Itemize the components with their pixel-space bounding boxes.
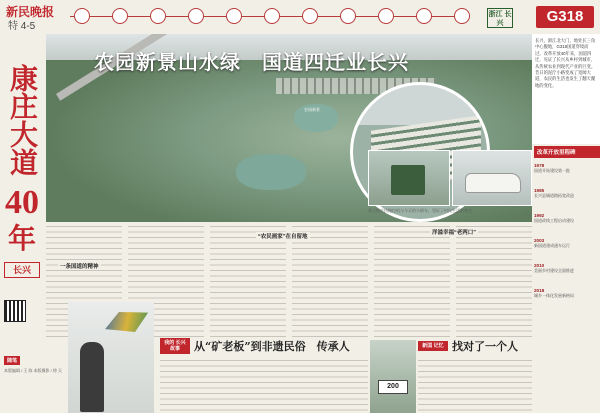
vertical-title-number: 40 <box>5 184 39 221</box>
vertical-title <box>4 64 40 278</box>
sidebar-item-text: 城乡一体化发展新格局 <box>534 293 574 298</box>
newspaper-logo: 新民晚报 <box>6 5 55 19</box>
route-stop-icon <box>188 8 204 24</box>
route-stop-icon <box>226 8 242 24</box>
sidebar-item <box>534 263 600 283</box>
sidebar-item-text: 国道开始建设第一批 <box>534 168 570 173</box>
route-stop-icon <box>264 8 280 24</box>
subhead: “农民画家”在自留地 <box>258 234 308 240</box>
masthead <box>0 0 600 34</box>
sidebar-item <box>534 163 600 183</box>
story-title: 从“矿老板”到非遗民俗 传承人 <box>194 340 350 353</box>
page-headline: 农园新景山水绿 国道四迁业长兴 <box>94 50 409 74</box>
sidebar-item <box>534 188 600 208</box>
sidebar-title: 改革开放里程碑 <box>534 146 600 158</box>
sidebar-item-text: 新国道建成通车运行 <box>534 243 570 248</box>
route-stop-icon <box>416 8 432 24</box>
photo-note: 农园新景 <box>304 107 320 112</box>
subhead: 一条国道的精神 <box>60 264 99 270</box>
tractor-shape <box>391 165 425 195</box>
story-banner <box>160 338 350 354</box>
article-column <box>210 224 286 340</box>
tractor-photo <box>368 150 450 206</box>
sidebar-item <box>534 288 600 308</box>
vertical-title-text: 康庄大道 <box>6 64 39 176</box>
sidebar-item-text: 国道改线工程启动建设 <box>534 218 574 223</box>
credits-text: 本版编辑 / 王 陈 本版摄影 / 徐 天 <box>4 368 63 373</box>
sidebar-item-year: 2003 <box>534 238 545 243</box>
route-stop-icon <box>112 8 128 24</box>
intro-text: 长兴，浙江北大门，地处长三角中心腹地，G318国道穿境而过。改革开放40年来，国道四迁，见证了长兴从乡村到城市、从传统农业到现代产业的巨变。昔日的泥泞小路变成了宽阔大道，农民的生活也发生了翻天覆地的变化。 <box>535 38 596 88</box>
car-shape <box>465 173 521 193</box>
county-label: 长兴 <box>4 262 40 278</box>
sidebar-item-year: 1978 <box>534 163 545 168</box>
sidebar-item <box>534 213 600 233</box>
sidebar-timeline <box>534 146 600 413</box>
edition-label: 特 4-5 <box>8 21 36 32</box>
sidebar-item-year: 2018 <box>534 288 545 293</box>
qr-code-icon <box>4 300 26 322</box>
story-text <box>160 358 368 413</box>
route-stop-icon <box>454 8 470 24</box>
route-stop-icon <box>378 8 394 24</box>
route-stop-icon <box>340 8 356 24</box>
photo-pond <box>236 154 306 190</box>
story-tag: 新国 记忆 <box>418 341 448 351</box>
route-stop-icon <box>74 8 90 24</box>
left-bottom-column <box>4 300 66 413</box>
intro-column <box>532 34 600 144</box>
story-text <box>418 358 532 413</box>
kite-shape <box>101 303 152 340</box>
story-title: 找对了一个人 <box>452 340 518 353</box>
subhead: 洋溢幸福“老两口” <box>432 230 477 236</box>
route-stop-icon <box>150 8 166 24</box>
sidebar-item-year: 1985 <box>534 188 545 193</box>
route-badge: G318 <box>536 6 594 28</box>
region-badge: 浙江 长兴 <box>487 8 513 28</box>
sidebar-item-year: 2010 <box>534 263 545 268</box>
photo-caption: 昔日的手扶拖拉机与今天的小轿车，见证了村民生活的变迁 <box>368 208 472 213</box>
person-shape <box>80 342 104 412</box>
column-tag: 随笔 <box>4 356 20 365</box>
article-column <box>456 224 532 340</box>
milestone-sign: 200 <box>378 380 408 394</box>
sidebar-item <box>534 238 600 258</box>
car-photo <box>452 150 532 206</box>
kite-photo <box>68 302 154 413</box>
vertical-title-suffix: 年 <box>7 222 36 255</box>
sidebar-item-text: 美丽乡村建设全面推进 <box>534 268 574 273</box>
sidebar-item-text: 长兴县城道路拓宽改造 <box>534 193 574 198</box>
story-banner <box>418 338 518 354</box>
route-stop-icon <box>302 8 318 24</box>
article-column <box>292 224 368 340</box>
sidebar-item-year: 1992 <box>534 213 545 218</box>
couple-photo <box>370 340 416 413</box>
article-column <box>374 224 450 340</box>
story-tag: 我的 长兴故事 <box>160 338 190 354</box>
